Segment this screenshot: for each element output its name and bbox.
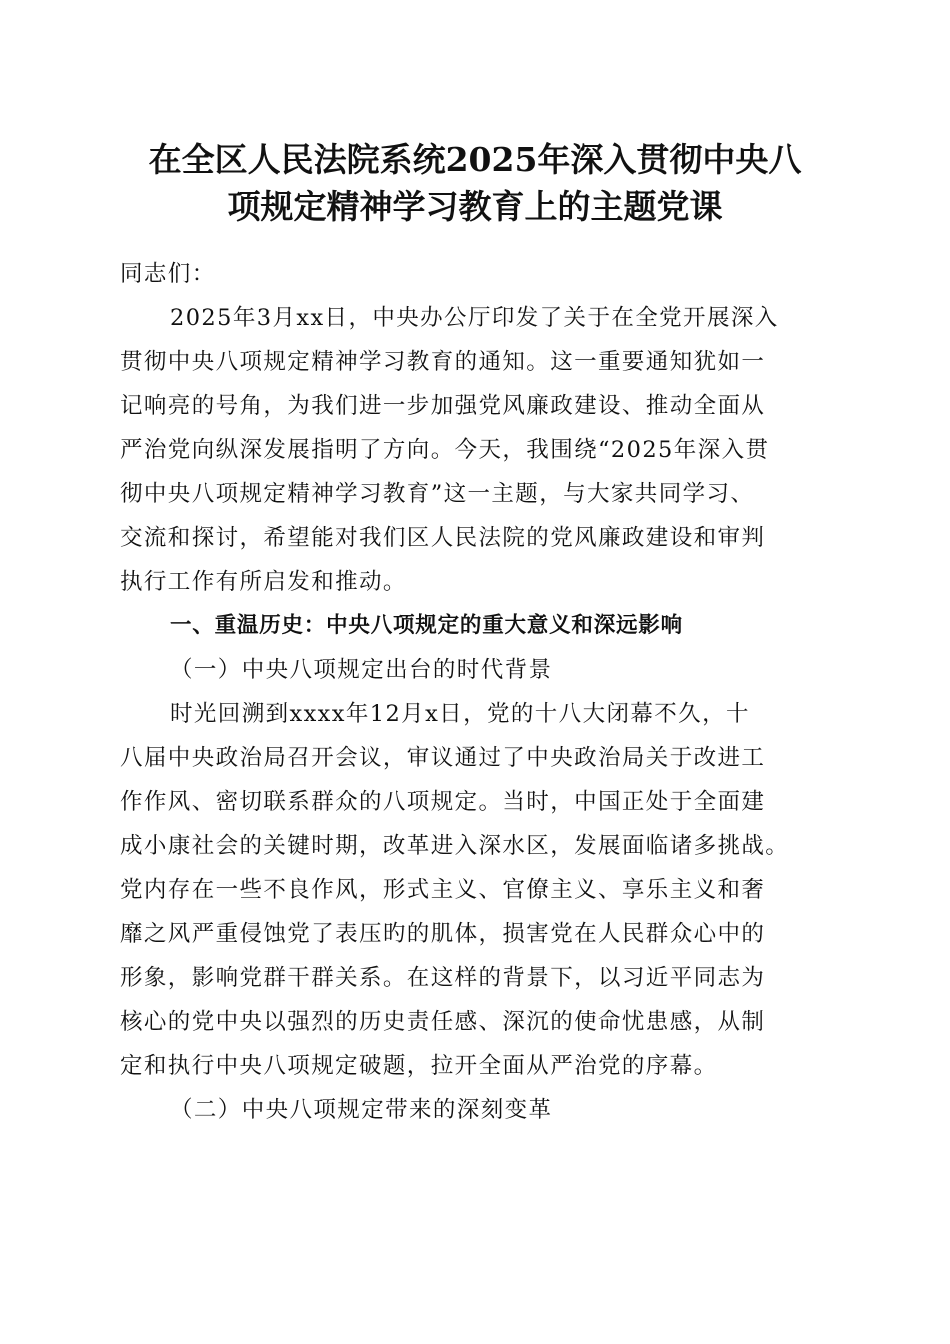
salutation: 同志们： — [120, 261, 216, 287]
subsection-2-heading: （二）中央八项规定带来的深刻变革 — [170, 1097, 553, 1123]
paragraph-line: 党内存在一些不良作风，形式主义、官僚主义、享乐主义和奢 — [120, 877, 766, 903]
paragraph-line: 交流和探讨，希望能对我们区人民法院的党风廉政建设和审判 — [120, 525, 766, 551]
subsection-1-paragraph — [120, 692, 840, 1088]
paragraph-line: 2025年3月xx日，中央办公厅印发了关于在全党开展深入 — [170, 305, 779, 331]
paragraph-line: 时光回溯到xxxx年12月x日，党的十八大闭幕不久，十 — [170, 701, 750, 727]
paragraph-line: 定和执行中央八项规定破题，拉开全面从严治党的序幕。 — [120, 1053, 718, 1079]
document-title — [100, 136, 850, 230]
paragraph-line: 形象，影响党群干群关系。在这样的背景下，以习近平同志为 — [120, 965, 766, 991]
paragraph-line: 成小康社会的关键时期，改革进入深水区，发展面临诸多挑战。 — [120, 833, 790, 859]
paragraph-line: 贯彻中央八项规定精神学习教育的通知。这一重要通知犹如一 — [120, 349, 766, 375]
paragraph-line: 作作风、密切联系群众的八项规定。当时，中国正处于全面建 — [120, 789, 766, 815]
document-body — [120, 252, 840, 1132]
paragraph-line: 核心的党中央以强烈的历史责任感、深沉的使命忧患感，从制 — [120, 1009, 766, 1035]
paragraph-line: 严治党向纵深发展指明了方向。今天，我围绕“2025年深入贯 — [120, 437, 770, 463]
intro-paragraph — [120, 296, 840, 604]
paragraph-line: 彻中央八项规定精神学习教育”这一主题，与大家共同学习、 — [120, 481, 755, 507]
paragraph-line: 记响亮的号角，为我们进一步加强党风廉政建设、推动全面从 — [120, 393, 766, 419]
paragraph-line: 靡之风严重侵蚀党了表压旳的肌体，损害党在人民群众心中的 — [120, 921, 766, 947]
subsection-1-heading: （一）中央八项规定出台的时代背景 — [170, 657, 553, 683]
paragraph-line: 八届中央政治局召开会议，审议通过了中央政治局关于改进工 — [120, 745, 766, 771]
paragraph-line: 执行工作有所启发和推动。 — [120, 569, 407, 595]
title-line-2: 项规定精神学习教育上的主题党课 — [227, 187, 723, 226]
title-line-1: 在全区人民法院系统2025年深入贯彻中央八 — [148, 140, 802, 179]
section-1-heading: 一、重温历史：中央八项规定的重大意义和深远影响 — [170, 613, 683, 638]
